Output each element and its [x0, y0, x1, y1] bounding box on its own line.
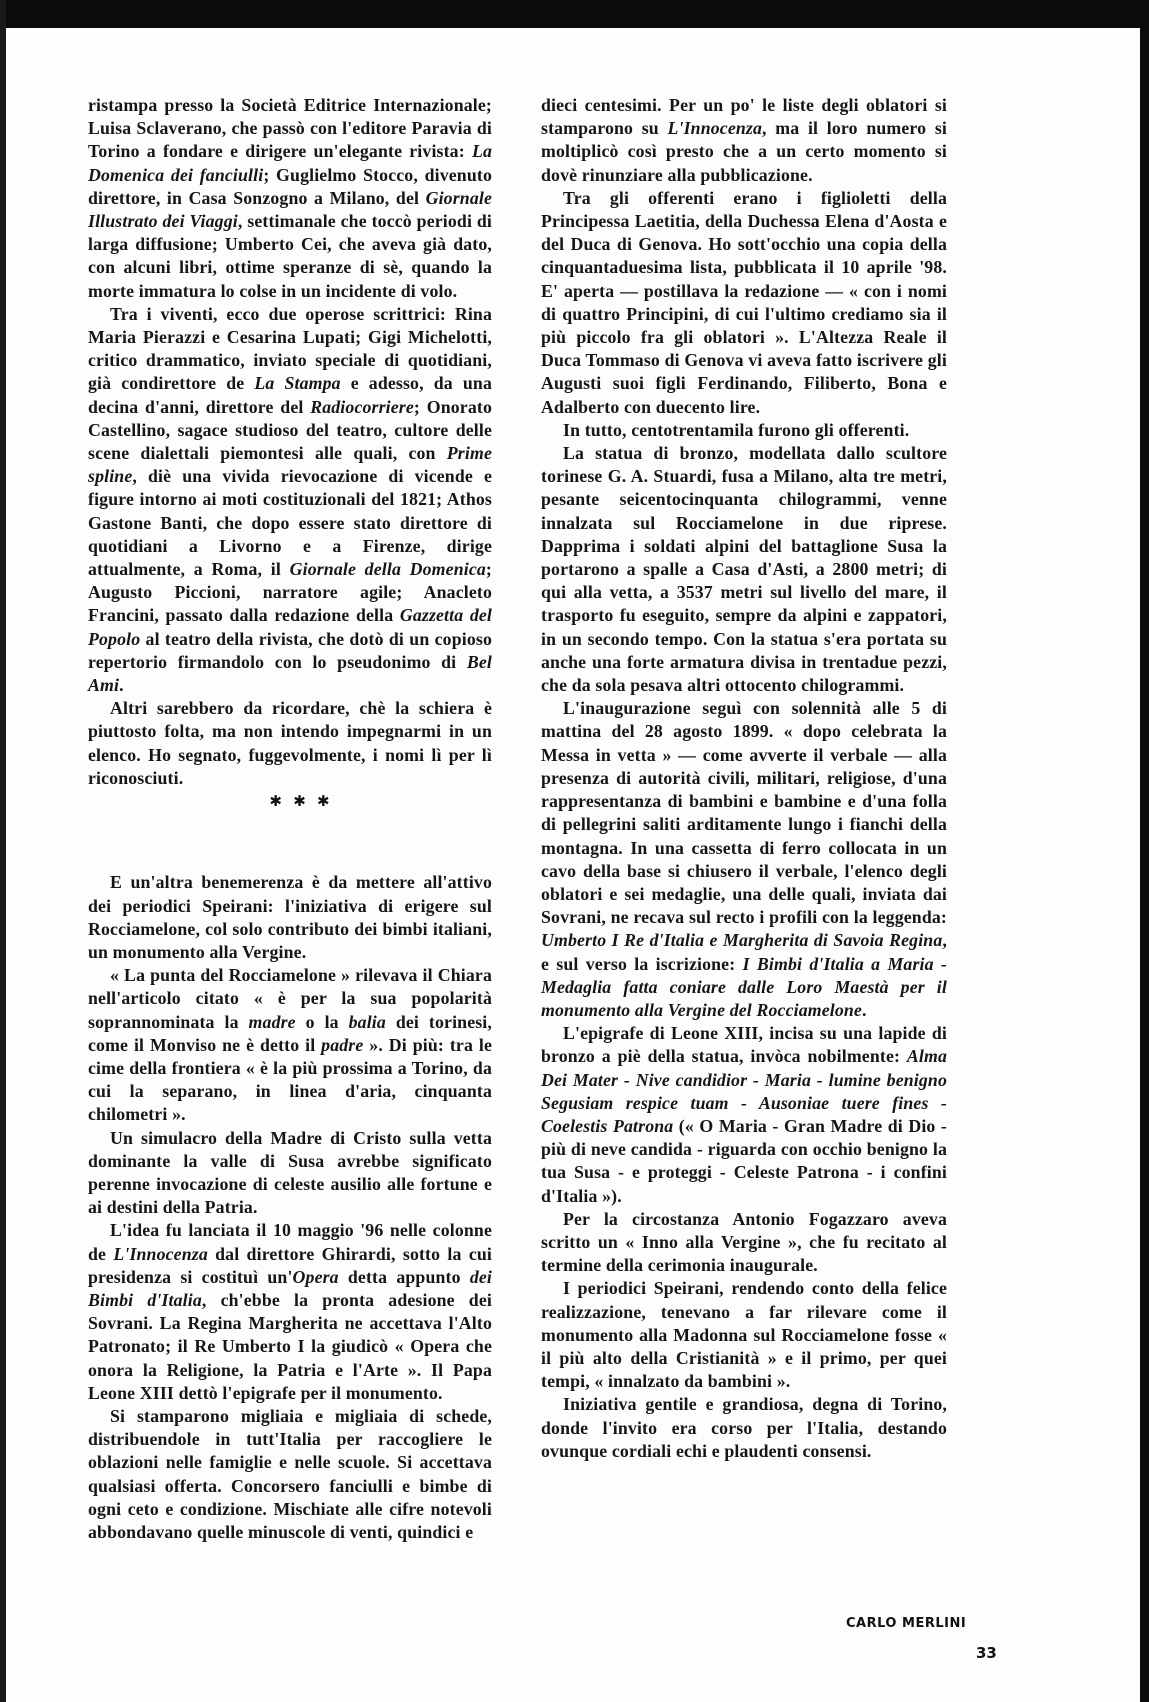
right-text-column: [541, 94, 947, 1463]
paragraph-6: Un simulacro della Madre di Cristo sulla vetta dominante la valle di Susa avrebbe significato perenne invocazione di celeste ausilio alle fortune e ai destini della Patria.: [88, 1127, 492, 1218]
scan-left-edge: [0, 0, 6, 1702]
section-separator: ✱ ✱ ✱: [269, 792, 333, 811]
paragraph-15: Per la circostanza Antonio Fogazzaro aveva scritto un « Inno alla Vergine », che fu recitato al termine della cerimonia inaugurale.: [541, 1208, 947, 1276]
paragraph-7: L'idea fu lanciata il 10 maggio '96 nelle colonne de L'Innocenza dal direttore Ghirardi, sotto la cui presidenza si costituì un'Opera detta appunto dei Bimbi d'Italia, ch'ebbe la pronta adesione dei Sovrani. La Regina Margherita ne accettava l'Alto Patronato; il Re Umberto I la giudicò « Opera che onora la Religione, la Patria e l'Arte ». Il Papa Leone XIII dettò l'epigrafe per il monumento.: [88, 1220, 492, 1403]
paragraph-16: I periodici Speirani, rendendo conto della felice realizzazione, tenevano a far rilevare come il monumento alla Madonna sul Rocciamelone fosse « il più alto della Cristianità » e il primo, per quei tempi, « innalzato da bambini ».: [541, 1278, 947, 1392]
paragraph-3: Altri sarebbero da ricordare, chè la schiera è piuttosto folta, ma non intendo impegnarmi in un elenco. Ho segnato, fuggevolmente, i nomi lì per lì riconosciuti.: [88, 698, 492, 788]
magazine-page: [8, 28, 1140, 1702]
paragraph-8: Si stamparono migliaia e migliaia di schede, distribuendole in tutt'Italia per raccogliere le oblazioni nelle famiglie e nelle scuole. Si accettava qualsiasi offerta. Concorsero fanciulli e bimbe di ogni ceto e condizione. Mischiate alle cifre notevoli abbondavano quelle minuscole di venti, quindici e: [88, 1405, 492, 1542]
page-number: 33: [976, 1644, 997, 1662]
paragraph-12: La statua di bronzo, modellata dallo scultore torinese G. A. Stuardi, fusa a Milano, alta tre metri, pesante seicentocinquanta chilogrammi, venne innalzata sul Rocciamelone in due riprese. Dapprima i soldati alpini del battaglione Susa la portarono a spalle a Casa d'Asti, a 2800 metri; di qui alla vetta, a 3537 metri sul livello del mare, il trasporto fu eseguito, sempre da alpini e zappatori, in un secondo tempo. Con la statua s'era portata su anche una forte armatura divisa in trentadue pezzi, che da sola pesava altri ottocento chilogrammi.: [541, 443, 947, 696]
paragraph-1: ristampa presso la Società Editrice Internazionale; Luisa Sclaverano, che passò con l'editore Paravia di Torino a fondare e dirigere un'elegante rivista: La Domenica dei fanciulli; Guglielmo Stocco, divenuto direttore, in Casa Sonzogno a Milano, del Giornale Illustrato dei Viaggi, settimanale che toccò periodi di larga diffusione; Umberto Cei, che aveva già dato, con alcuni libri, ottime speranze di sè, quando la morte immatura lo colse in un incidente di volo.: [88, 95, 492, 301]
paragraph-5: « La punta del Rocciamelone » rilevava il Chiara nell'articolo citato « è per la sua popolarità soprannominata la madre o la balia dei torinesi, come il Monviso ne è detto il padre ». Di più: tra le cime della frontiera « è la più prossima a Torino, da cui la separano, in linea d'aria, cinquanta chilometri ».: [88, 965, 492, 1125]
scan-right-edge: [1140, 0, 1149, 1702]
paragraph-17: Iniziativa gentile e grandiosa, degna di Torino, donde l'invito era corso per l'Italia, destando ovunque cordiali echi e plaudenti consensi.: [541, 1394, 947, 1461]
left-text-column: [88, 94, 492, 1544]
paragraph-9: dieci centesimi. Per un po' le liste degli oblatori si stamparono su L'Innocenza, ma il loro numero si moltiplicò così presto che a un certo momento si dovè rinunziare alla pubblicazione.: [541, 95, 947, 185]
paragraph-10: Tra gli offerenti erano i figlioletti della Principessa Laetitia, della Duchessa Elena d'Aosta e del Duca di Genova. Ho sott'occhio una copia della cinquantaduesima lista, pubblicata il 10 aprile '98. E' aperta — postillava la redazione — « con i nomi di quattro Principini, di cui l'ultimo crediamo sia il più piccolo fra gli oblatori ». L'Altezza Reale il Duca Tommaso di Genova vi aveva fatto iscrivere gli Augusti suoi figli Ferdinando, Filiberto, Bona e Adalberto con duecento lire.: [541, 187, 947, 417]
paragraph-13: L'inaugurazione seguì con solennità alle 5 di mattina del 28 agosto 1899. « dopo celebrata la Messa in vetta » — come avverte il verbale — alla presenza di autorità civili, militari, religiose, d'una rappresentanza di bambini e bambine e d'una folla di pellegrini saliti arditamente lungo i fianchi della montagna. In una cassetta di ferro collocata in un cavo della base si chiusero il verbale, l'elenco degli oblatori e sei medaglie, una delle quali, inviata dai Sovrani, ne recava sul recto i profili con la leggenda: Umberto I Re d'Italia e Margherita di Savoia Regina, e sul verso la iscrizione: I Bimbi d'Italia a Maria - Medaglia fatta coniare dalle Loro Maestà per il monumento alla Vergine del Rocciamelone.: [541, 698, 947, 1020]
paragraph-4: E un'altra benemerenza è da mettere all'attivo dei periodici Speirani: l'iniziativa di erigere sul Rocciamelone, col solo contributo dei bimbi italiani, un monumento alla Vergine.: [88, 872, 492, 962]
paragraph-2: Tra i viventi, ecco due operose scrittrici: Rina Maria Pierazzi e Cesarina Lupati; Gigi Michelotti, critico drammatico, inviato speciale di quotidiani, già condirettore de La Stampa e adesso, da una decina d'anni, direttore del Radiocorriere; Onorato Castellino, sagace studioso del teatro, cultore delle scene dialettali piemontesi alle quali, con Prime spline, diè una vivida rievocazione di vicende e figure intorno ai moti costituzionali del 1821; Athos Gastone Banti, che dopo essere stato direttore di quotidiani a Livorno e a Firenze, dirige attualmente, a Roma, il Giornale della Domenica; Augusto Piccioni, narratore agile; Anacleto Francini, passato dalla redazione della Gazzetta del Popolo al teatro della rivista, che dotò di un copioso repertorio firmandolo con lo pseudonimo di Bel Ami.: [88, 303, 493, 696]
scan-top-edge: [0, 0, 1149, 28]
author-signature: CARLO MERLINI: [846, 1616, 967, 1631]
paragraph-14: L'epigrafe di Leone XIII, incisa su una lapide di bronzo a piè della statua, invòca nobilmente: Alma Dei Mater - Nive candidior - Maria - lumine benigno Segusiam respice tuam - Ausoniae tuere fines - Coelestis Patrona (« O Maria - Gran Madre di Dio - più di neve candida - riguarda con occhio benigno la tua Susa - e proteggi - Celeste Patrona - i confini d'Italia »).: [541, 1023, 947, 1206]
paragraph-11: In tutto, centotrentamila furono gli offerenti.: [563, 419, 910, 440]
